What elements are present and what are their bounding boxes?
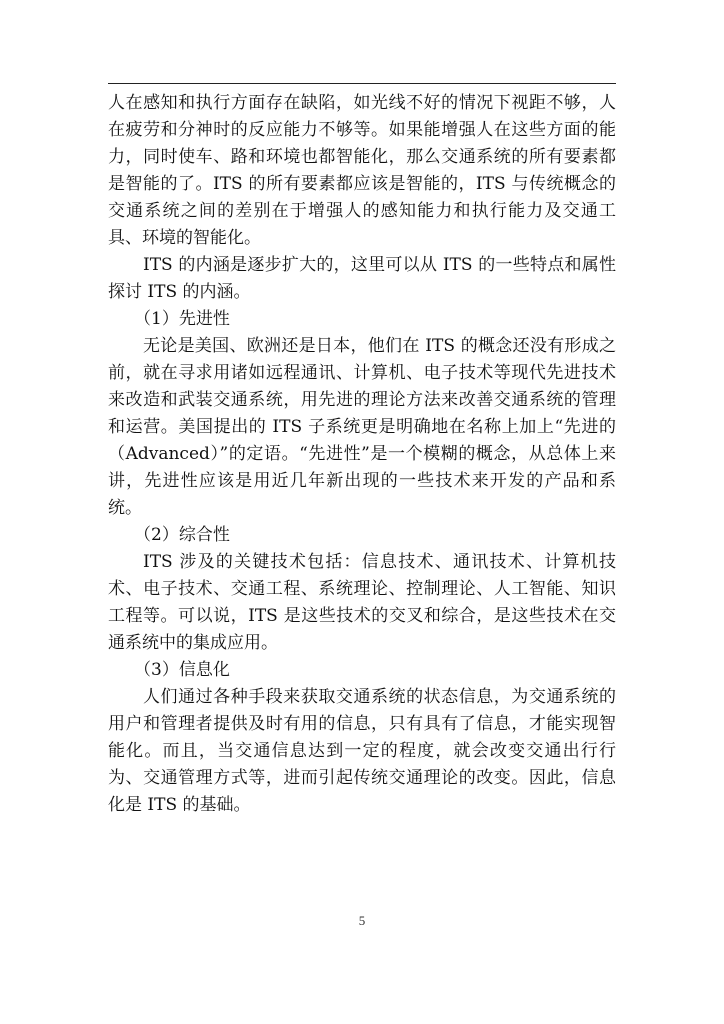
page-body (108, 90, 616, 819)
body-paragraph: 人在感知和执行方面存在缺陷，如光线不好的情况下视距不够，人在疲劳和分神时的反应能力不够等。如果能增强人在这些方面的能力，同时使车、路和环境也都智能化，那么交通系统的所有要素都是智能的了。ITS 的所有要素都应该是智能的，ITS 与传统概念的交通系统之间的差别在于增强人的感知能力和执行能力及交通工具、环境的智能化。 (108, 93, 616, 248)
body-paragraph: 人们通过各种手段来获取交通系统的状态信息，为交通系统的用户和管理者提供及时有用的信息，只有具有了信息，才能实现智能化。而且，当交通信息达到一定的程度，就会改变交通出行行为、交通管理方式等，进而引起传统交通理论的改变。因此，信息化是 ITS 的基础。 (108, 687, 616, 815)
section-heading-informatization: （3）信息化 (134, 660, 230, 680)
header-rule (108, 83, 616, 84)
body-paragraph: ITS 的内涵是逐步扩大的，这里可以从 ITS 的一些特点和属性探讨 ITS 的内涵。 (108, 255, 616, 302)
page-number: 5 (358, 913, 366, 928)
section-heading-comprehensive: （2）综合性 (134, 525, 230, 545)
body-paragraph: ITS 涉及的关键技术包括：信息技术、通讯技术、计算机技术、电子技术、交通工程、系统理论、控制理论、人工智能、知识工程等。可以说，ITS 是这些技术的交叉和综合，是这些技术在交通系统中的集成应用。 (108, 552, 616, 653)
section-heading-advanced: （1）先进性 (134, 309, 230, 329)
body-paragraph: 无论是美国、欧洲还是日本，他们在 ITS 的概念还没有形成之前，就在寻求用诸如远程通讯、计算机、电子技术等现代先进技术来改造和武装交通系统，用先进的理论方法来改善交通系统的管理和运营。美国提出的 ITS 子系统更是明确地在名称上加上“先进的（Advanced）”的定语。“先进性”是一个模糊的概念，从总体上来讲，先进性应该是用近几年新出现的一些技术来开发的产品和系统。 (108, 336, 616, 518)
